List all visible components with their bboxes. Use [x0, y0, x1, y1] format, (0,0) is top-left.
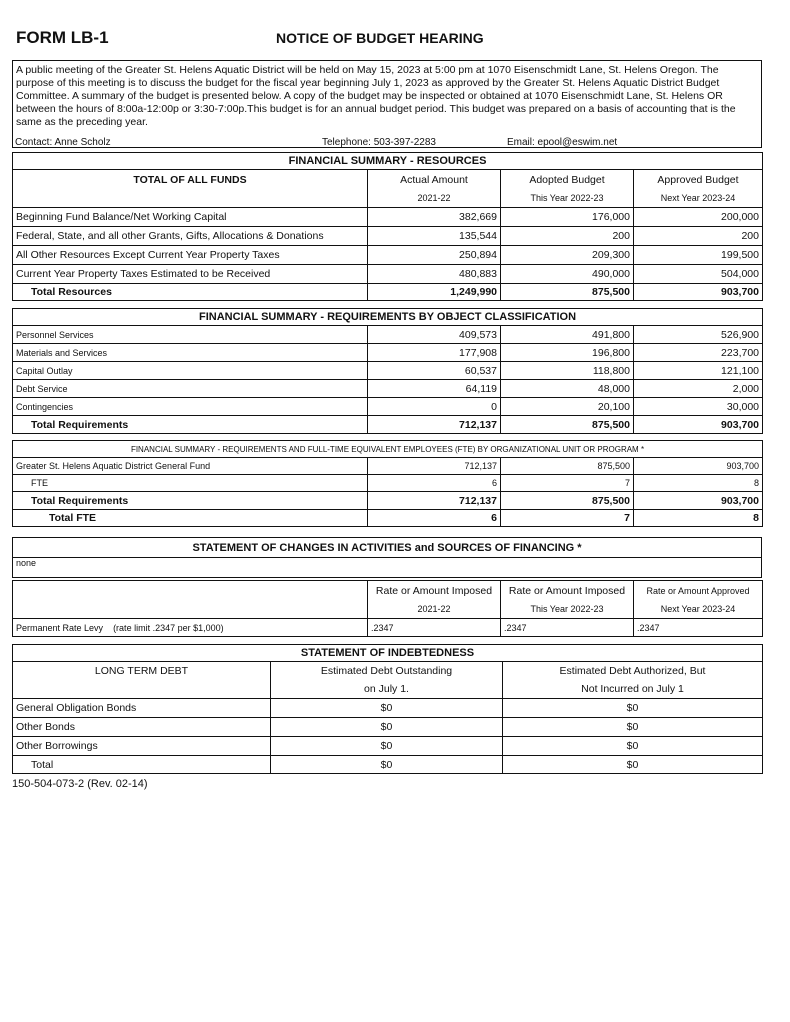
total-row: Total FTE 6 7 8	[13, 510, 763, 527]
debt-table	[12, 644, 762, 774]
table-row: Debt Service 64,119 48,000 2,000	[13, 380, 763, 398]
form-header	[16, 28, 766, 48]
table-row: Beginning Fund Balance/Net Working Capital 382,669 176,000 200,000	[13, 208, 763, 227]
table-row: General Obligation Bonds $0 $0	[13, 699, 763, 718]
contact-line	[12, 136, 762, 150]
total-row: Total $0 $0	[13, 756, 763, 774]
table-row: Other Borrowings $0 $0	[13, 737, 763, 756]
debt-col0: LONG TERM DEBT	[13, 662, 271, 681]
col-header: Rate or Amount Imposed	[501, 581, 634, 601]
tax-table	[12, 580, 762, 637]
fte-table	[12, 440, 762, 527]
table-row: All Other Resources Except Current Year Property Taxes 250,894 209,300 199,500	[13, 246, 763, 265]
form-title: NOTICE OF BUDGET HEARING	[276, 30, 484, 46]
changes-title: STATEMENT OF CHANGES IN ACTIVITIES and SOURCES OF FINANCING *	[13, 538, 762, 558]
col-header: Estimated Debt Outstanding	[271, 662, 503, 681]
total-row: Total Requirements 712,137 875,500 903,700	[13, 492, 763, 510]
intro-paragraph: A public meeting of the Greater St. Helens Aquatic District will be held on May 15, 2023 at 5:00 pm at 1070 Eisenschmidt Lane, St. Helens Oregon. The purpose of this meeting is to discuss the budget for the fiscal year beginning July 1, 2023 as approved by the Greater St. Helens Aquatic District Budget Committee. A summary of the budget is presented below. A copy of the budget may be inspected or obtained at 1070 Eisenschmidt Lane, St. Helens OR between the hours of 8:00a-12:00p or 3:30-7:00p.This budget is for an annual budget period. This budget was prepared on a basis of accounting that is the same as the preceding year.	[12, 60, 762, 148]
col-header: Approved Budget	[634, 170, 763, 190]
col-subheader: 2021-22	[368, 601, 501, 619]
table-row: Current Year Property Taxes Estimated to be Received 480,883 490,000 504,000	[13, 265, 763, 284]
resources-title: FINANCIAL SUMMARY - RESOURCES	[13, 153, 763, 170]
col-subheader: on July 1.	[271, 681, 503, 699]
debt-title: STATEMENT OF INDEBTEDNESS	[13, 645, 763, 662]
table-row: Materials and Services 177,908 196,800 223,700	[13, 344, 763, 362]
table-row: Other Bonds $0 $0	[13, 718, 763, 737]
table-row: Contingencies 0 20,100 30,000	[13, 398, 763, 416]
table-row: Personnel Services 409,573 491,800 526,900	[13, 326, 763, 344]
fte-title: FINANCIAL SUMMARY - REQUIREMENTS AND FULL-TIME EQUIVALENT EMPLOYEES (FTE) BY ORGANIZATIONAL UNIT OR PROGRAM *	[13, 441, 763, 458]
col-subheader: Not Incurred on July 1	[503, 681, 763, 699]
resources-col0: TOTAL OF ALL FUNDS	[13, 170, 368, 190]
col-subheader: 2021-22	[368, 190, 501, 208]
requirements-title: FINANCIAL SUMMARY - REQUIREMENTS BY OBJECT CLASSIFICATION	[13, 309, 763, 326]
col-subheader: This Year 2022-23	[501, 601, 634, 619]
col-header: Actual Amount	[368, 170, 501, 190]
requirements-table	[12, 308, 762, 434]
contact-phone: Telephone: 503-397-2283	[322, 137, 436, 148]
changes-body: none	[13, 558, 762, 578]
col-subheader: Next Year 2023-24	[634, 601, 763, 619]
total-row: Total Requirements 712,137 875,500 903,700	[13, 416, 763, 434]
col-header: Estimated Debt Authorized, But	[503, 662, 763, 681]
col-subheader: This Year 2022-23	[501, 190, 634, 208]
col-header: Rate or Amount Approved	[634, 581, 763, 601]
table-row: Permanent Rate Levy (rate limit .2347 per $1,000) .2347 .2347 .2347	[13, 619, 763, 637]
contact-email: Email: epool@eswim.net	[507, 137, 618, 148]
contact-name: Contact: Anne Scholz	[15, 137, 111, 148]
col-subheader: Next Year 2023-24	[634, 190, 763, 208]
col-header: Rate or Amount Imposed	[368, 581, 501, 601]
table-row: Capital Outlay 60,537 118,800 121,100	[13, 362, 763, 380]
changes-table	[12, 537, 762, 578]
form-footer: 150-504-073-2 (Rev. 02-14)	[12, 778, 148, 790]
table-row: FTE 6 7 8	[13, 475, 763, 492]
table-row: Greater St. Helens Aquatic District General Fund 712,137 875,500 903,700	[13, 458, 763, 475]
resources-table	[12, 152, 762, 301]
table-row: Federal, State, and all other Grants, Gifts, Allocations & Donations 135,544 200 200	[13, 227, 763, 246]
col-header: Adopted Budget	[501, 170, 634, 190]
total-row: Total Resources 1,249,990 875,500 903,700	[13, 284, 763, 301]
form-id: FORM LB-1	[16, 28, 109, 47]
